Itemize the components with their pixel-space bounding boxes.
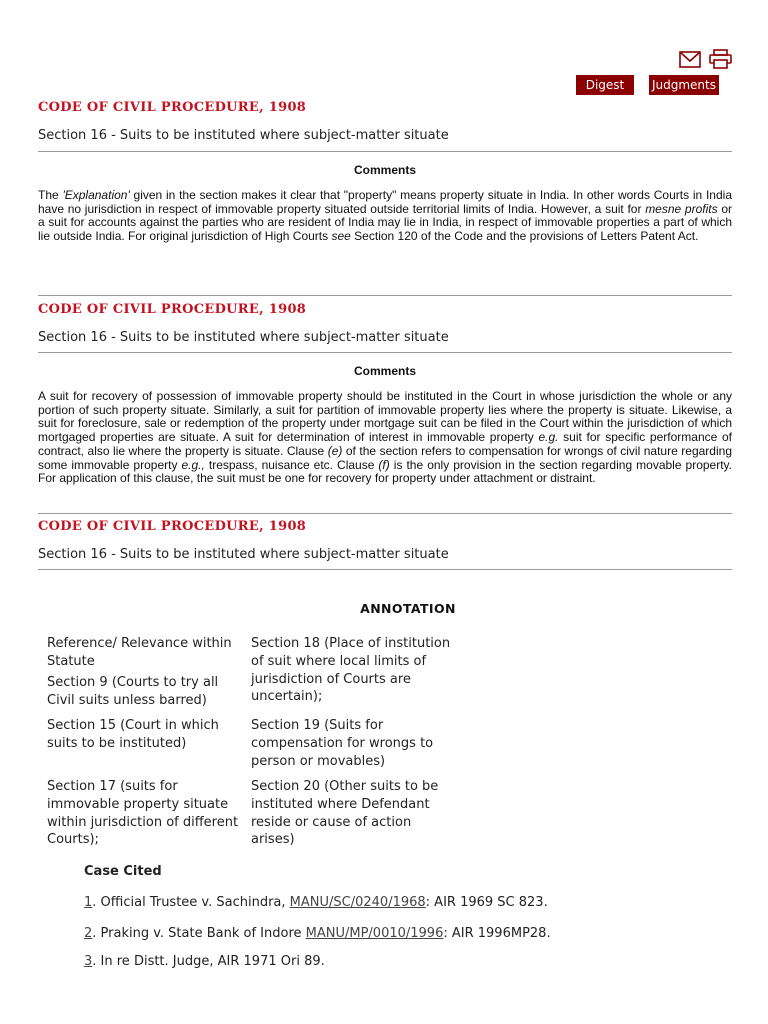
code-title: CODE OF CIVIL PROCEDURE, 1908 [38, 302, 307, 317]
annotation-cell: Section 17 (suits for immovable property situate within jurisdiction of different Courts); [47, 779, 239, 848]
case-number-link[interactable]: 1 [84, 895, 93, 910]
annotation-cell: Section 19 (Suits for compensation for wrongs to person or movables) [251, 718, 434, 769]
mail-icon[interactable] [679, 51, 701, 68]
case-citation-link[interactable]: MANU/MP/0010/1996 [305, 926, 444, 941]
case-text: : AIR 1996MP28. [443, 926, 551, 941]
divider [38, 295, 732, 296]
code-title: CODE OF CIVIL PROCEDURE, 1908 [38, 519, 307, 534]
section-title: Section 16 - Suits to be instituted where subject-matter situate [38, 547, 449, 562]
section-title: Section 16 - Suits to be instituted where subject-matter situate [38, 330, 449, 345]
case-number-link[interactable]: 2 [84, 926, 93, 941]
case-text: . In re Distt. Judge, AIR 1971 Ori 89. [92, 954, 325, 969]
annotation-cell: Section 15 (Court in which suits to be instituted) [47, 718, 219, 751]
comments-heading: Comments [353, 163, 416, 177]
divider [38, 151, 732, 152]
section-title: Section 16 - Suits to be instituted where subject-matter situate [38, 128, 449, 143]
case-text: . Official Trustee v. Sachindra, [92, 895, 290, 910]
divider [38, 352, 732, 353]
case-item [84, 926, 551, 941]
annotation-cell: Section 9 (Courts to try all Civil suits unless barred) [47, 675, 219, 708]
annotation-cell: Reference/ Relevance within Statute [47, 636, 232, 669]
cases-heading: Case Cited [84, 864, 162, 879]
annotation-cell: Section 18 (Place of institution of suit where local limits of jurisdiction of Courts are uncertain); [251, 636, 451, 705]
comment-paragraph: The 'Explanation' given in the section makes it clear that "property" means property situate in India. In other words Courts in India have no jurisdiction in respect of immovable property situated outside territorial limits of India. However, a suit for mesne profits or a suit for accounts against the parties who are resident of India may lie in India, in respect of immovable properties a part of which lie outside India. For original jurisdiction of High Courts see Section 120 of the Code and the provisions of Letters Patent Act. [38, 188, 732, 244]
judgments-button[interactable]: Judgments [649, 75, 719, 95]
code-title: CODE OF CIVIL PROCEDURE, 1908 [38, 100, 307, 115]
digest-button[interactable]: Digest [576, 75, 634, 95]
case-citation-link[interactable]: MANU/SC/0240/1968 [289, 895, 426, 910]
case-item [84, 954, 325, 969]
divider [38, 569, 732, 570]
case-text: . Praking v. State Bank of Indore [92, 926, 306, 941]
comments-heading: Comments [353, 364, 416, 378]
annotation-cell: Section 20 (Other suits to be instituted where Defendant reside or cause of action arises) [251, 779, 439, 848]
case-number-link[interactable]: 3 [84, 954, 93, 969]
comment-paragraph: A suit for recovery of possession of immovable property should be instituted in the Court in whose jurisdiction the whole or any portion of such property situate. Similarly, a suit for partition of immovable property lies where the property is situate. Likewise, a suit for foreclosure, sale or redemption of the property under mortgage suit can be filed in the Court within the jurisdiction of which mortgaged properties are situate. A suit for determination of interest in immovable property e.g. suit for specific performance of contract, also lie where the property is situate. Clause (e) of the section refers to compensation for wrongs of civil nature regarding some immovable property e.g., trespass, nuisance etc. Clause (f) is the only provision in the section regarding movable property. For application of this clause, the suit must be one for recovery for property under attachment or distraint. [38, 389, 733, 486]
case-text: : AIR 1969 SC 823. [425, 895, 548, 910]
annotation-heading: ANNOTATION [360, 601, 456, 616]
case-item [84, 895, 548, 910]
divider [38, 513, 732, 514]
print-icon[interactable] [709, 49, 732, 69]
